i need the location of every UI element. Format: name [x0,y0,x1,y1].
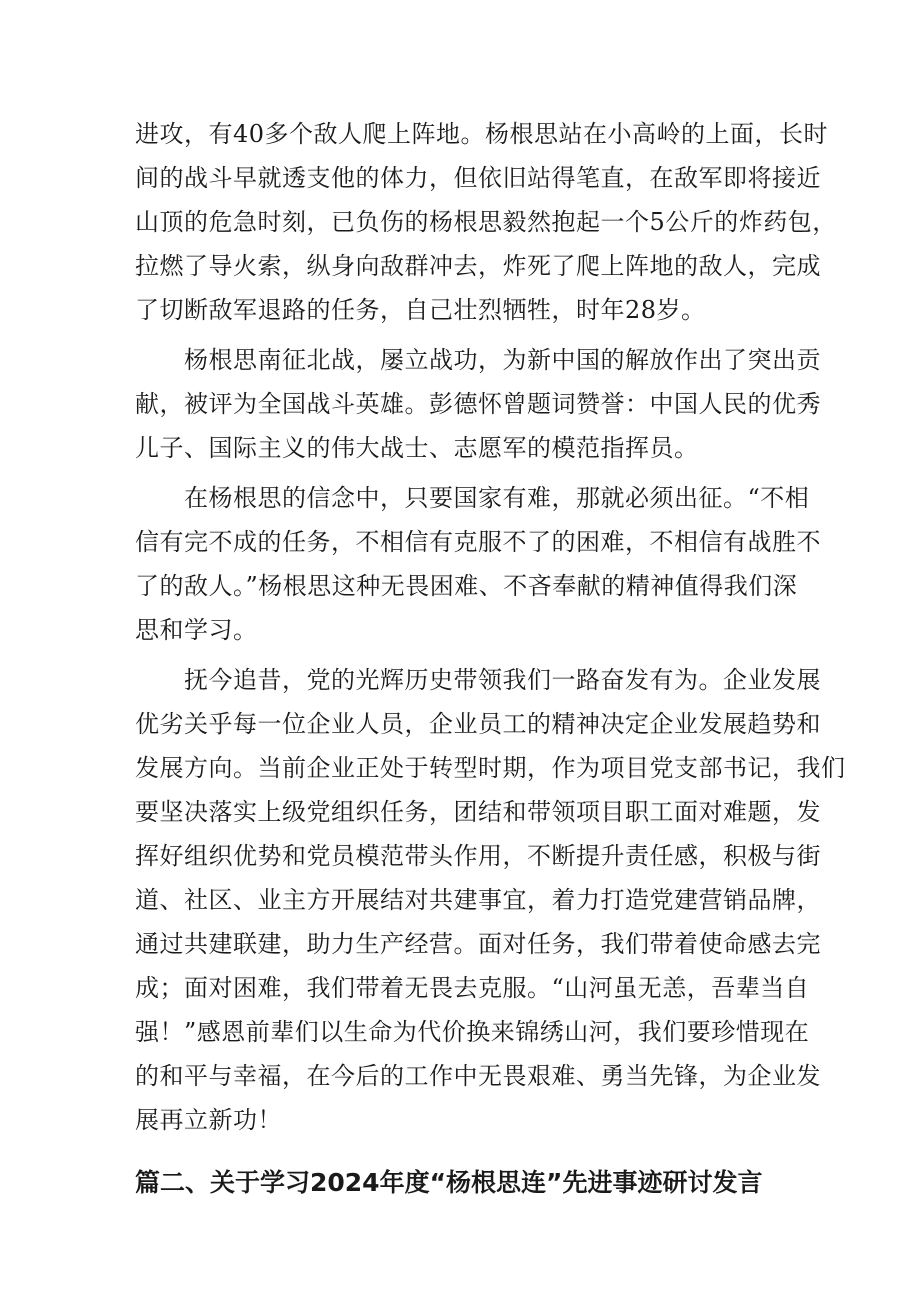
text-line: 道、社区、业主方开展结对共建事宜，着力打造党建营销品牌， [135,886,821,914]
text-line: 了的敌人。”杨根思这种无畏困难、不吝奉献的精神值得我们深 [135,572,798,600]
text-line: 献，被评为全国战斗英雄。彭德怀曾题词赞誉：中国人民的优秀 [135,390,821,418]
text-line: 杨根思南征北战，屡立战功，为新中国的解放作出了突出贡 [135,346,821,374]
paragraph-3 [135,476,821,652]
text-line: 展再立新功！ [135,1106,282,1134]
text-line: 发展方向。当前企业正处于转型时期，作为项目党支部书记，我们 [135,754,846,782]
paragraph-2 [135,338,821,470]
text-line: 强！”感恩前辈们以生命为代价换来锦绣山河，我们要珍惜现在 [135,1018,810,1046]
text-line: 进攻，有40多个敌人爬上阵地。杨根思站在小高岭的上面，长时 [135,120,829,148]
text-line: 了切断敌军退路的任务，自己壮烈牺牲，时年28岁。 [135,296,706,324]
text-line: 的和平与幸福，在今后的工作中无畏艰难、勇当先锋，为企业发 [135,1062,821,1090]
text-line: 通过共建联建，助力生产经营。面对任务，我们带着使命感去完 [135,930,821,958]
text-line: 在杨根思的信念中，只要国家有难，那就必须出征。“不相 [135,484,810,512]
text-line: 要坚决落实上级党组织任务，团结和带领项目职工面对难题，发 [135,798,821,826]
text-line: 儿子、国际主义的伟大战士、志愿军的模范指挥员。 [135,434,699,462]
text-line: 成；面对困难，我们带着无畏去克服。“山河虽无恙，吾辈当自 [135,974,810,1002]
text-line: 抚今追昔，党的光辉历史带领我们一路奋发有为。企业发展 [135,666,821,694]
paragraph-1 [135,112,837,332]
text-line: 间的战斗早就透支他的体力，但依旧站得笔直，在敌军即将接近 [135,164,821,192]
text-line: 挥好组织优势和党员模范带头作用，不断提升责任感，积极与街 [135,842,821,870]
text-line: 思和学习。 [135,616,258,644]
section-heading: 篇二、关于学习2024年度“杨根思连”先进事迹研讨发言 [135,1168,763,1197]
paragraph-4 [135,658,846,1142]
text-line: 信有完不成的任务，不相信有克服不了的困难，不相信有战胜不 [135,528,821,556]
article-body [135,112,846,1142]
text-line: 优劣关乎每一位企业人员，企业员工的精神决定企业发展趋势和 [135,710,821,738]
text-line: 拉燃了导火索，纵身向敌群冲去，炸死了爬上阵地的敌人，完成 [135,252,821,280]
text-line: 山顶的危急时刻，已负伤的杨根思毅然抱起一个5公斤的炸药包， [135,208,837,236]
